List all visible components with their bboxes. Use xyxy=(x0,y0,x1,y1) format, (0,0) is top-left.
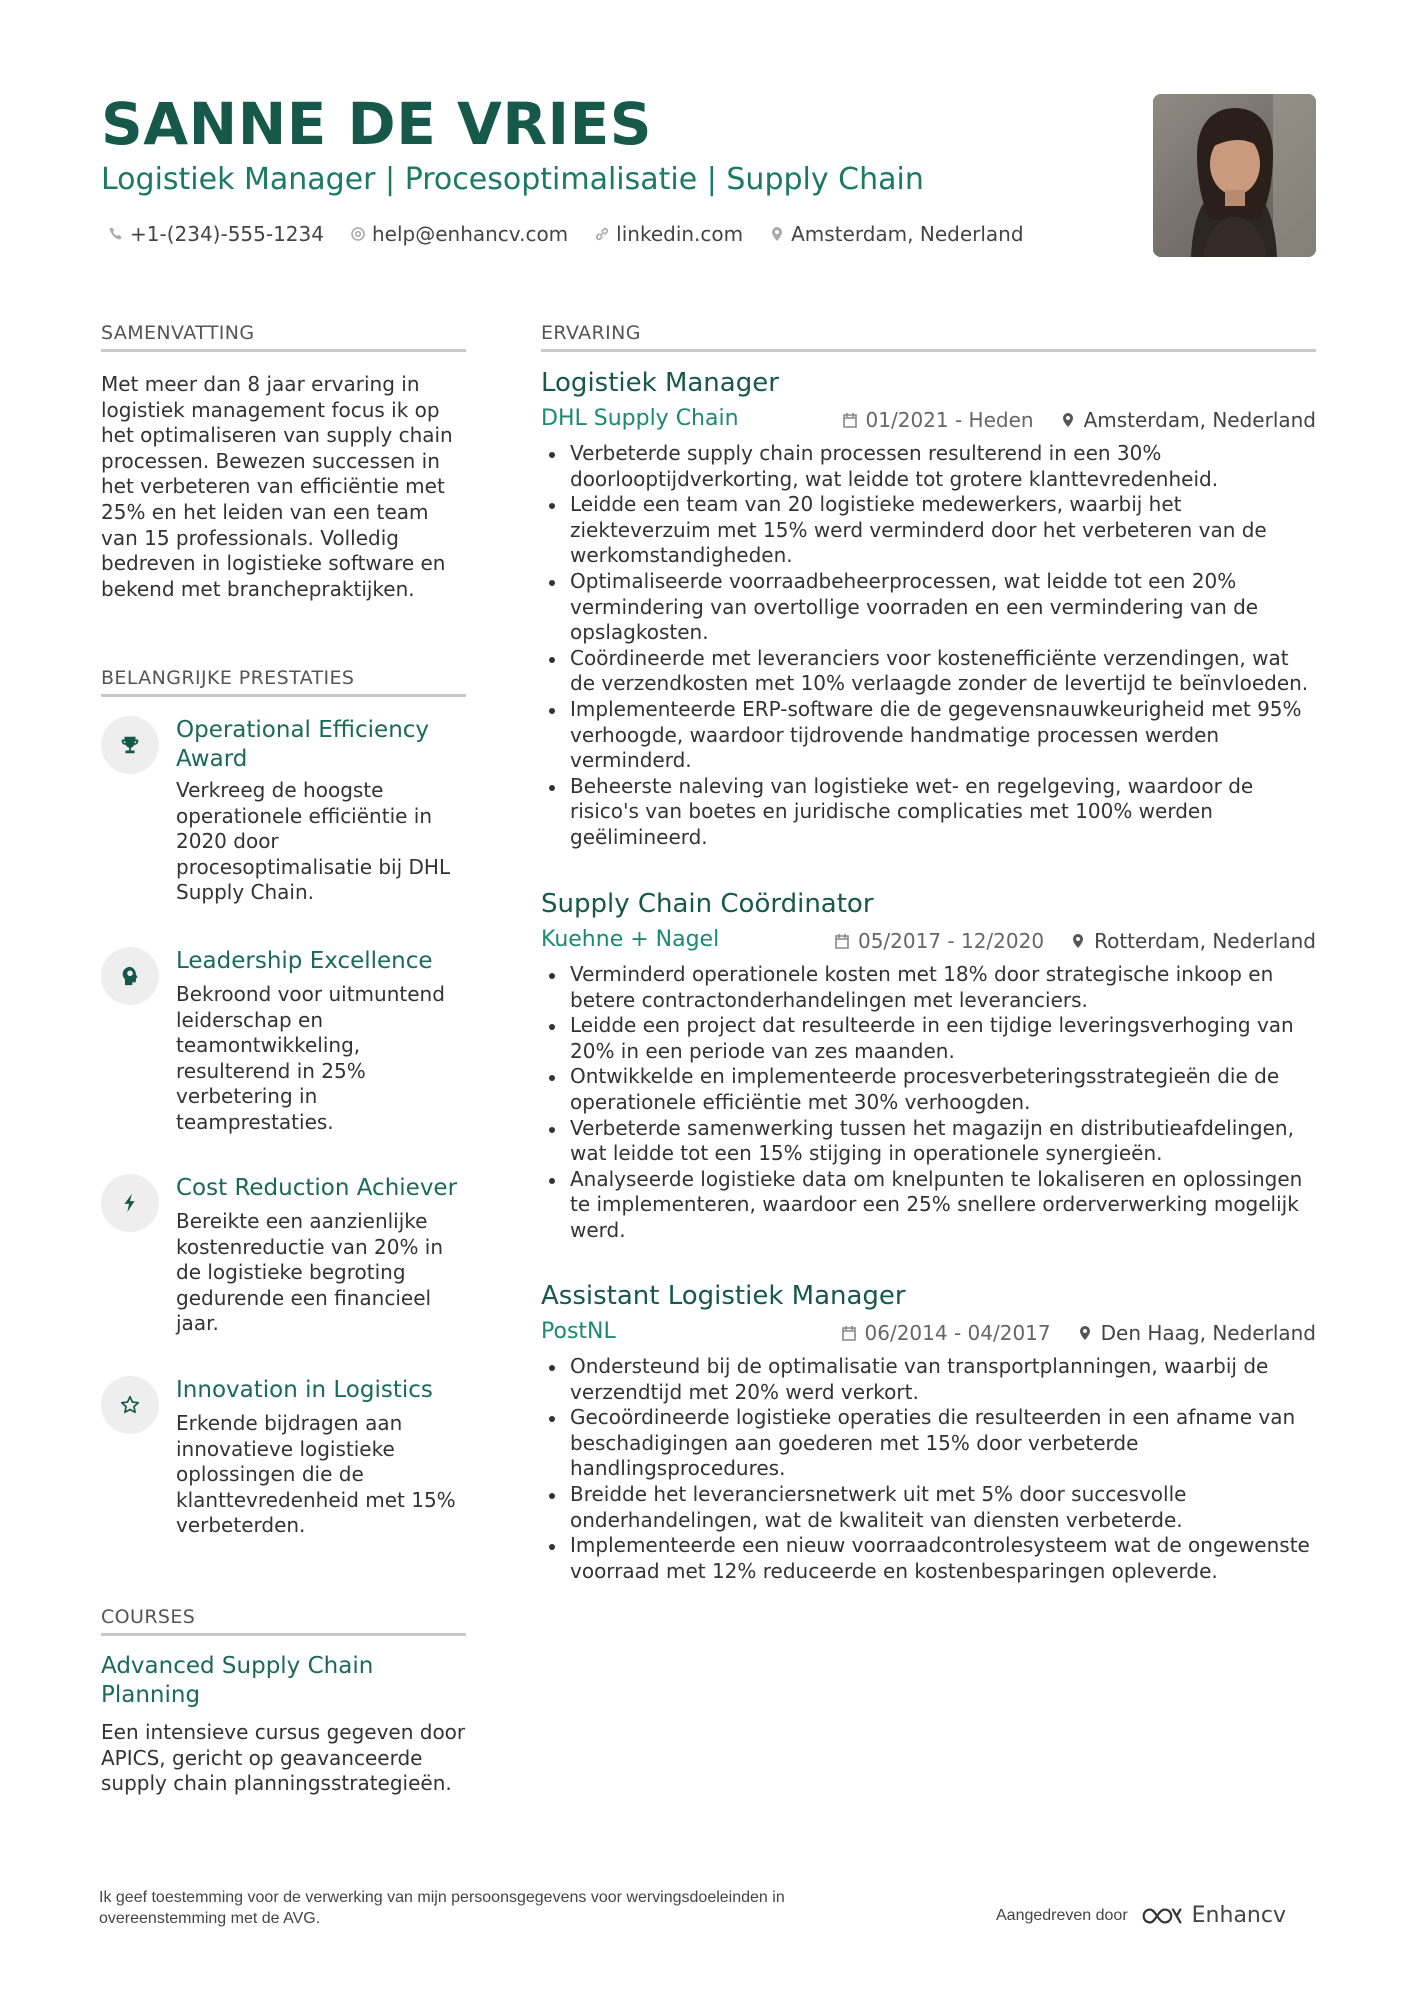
achievement-desc: Erkende bijdragen aan innovatieve logistieke oplossingen die de klanttevredenheid met 15% verbeterden. xyxy=(176,1411,456,1538)
linkedin-text: linkedin.com xyxy=(616,222,744,246)
list-item: Breidde het leveranciersnetwerk uit met 5% door succesvolle onderhandelingen, wat de kwaliteit van diensten verbeterde. xyxy=(541,1482,1316,1533)
job-title: Supply Chain Coördinator xyxy=(541,889,874,919)
experience-heading: ERVARING xyxy=(541,322,1316,352)
consent-text: Ik geef toestemming voor de verwerking van mijn persoonsgegevens voor wervingsdoeleinden in overeenstemming met de AVG. xyxy=(99,1889,785,1927)
phone-icon xyxy=(108,226,124,242)
achievement-title: Operational Efficiency Award xyxy=(176,717,430,772)
list-item: Implementeerde een nieuw voorraadcontrolesysteem wat de ongewenste voorraad met 12% reduceerde en kostenbesparingen opleverde. xyxy=(541,1533,1316,1584)
powered-by xyxy=(996,1903,1286,1928)
location-text: Amsterdam, Nederland xyxy=(791,222,1024,246)
location-pin-icon xyxy=(1077,1325,1093,1341)
achievements-heading: BELANGRIJKE PRESTATIES xyxy=(101,667,466,697)
achievement-desc: Bekroond voor uitmuntend leiderschap en teamontwikkeling, resulterend in 25% verbetering in teamprestaties. xyxy=(176,982,445,1134)
summary-heading: SAMENVATTING xyxy=(101,322,466,352)
achievement-title: Innovation in Logistics xyxy=(176,1377,433,1403)
candidate-title: Logistiek Manager | Procesoptimalisatie | Supply Chain xyxy=(101,162,924,197)
achievement-desc: Bereikte een aanzienlijke kostenreductie van 20% in de logistieke begroting gedurende een financieel jaar. xyxy=(176,1209,444,1336)
location-pin-icon xyxy=(1070,933,1086,949)
calendar-icon xyxy=(834,933,850,949)
job-entry xyxy=(541,1281,1316,1601)
course-title: Advanced Supply Chain Planning xyxy=(101,1653,374,1708)
job-bullets xyxy=(541,441,1316,851)
achievement-desc: Verkreeg de hoogste operationele efficiëntie in 2020 door procesoptimalisatie bij DHL Supply Chain. xyxy=(176,778,451,905)
job-location: Den Haag, Nederland xyxy=(1100,1321,1316,1345)
job-bullets xyxy=(541,962,1316,1244)
course-desc: Een intensieve cursus gegeven door APICS, gericht op geavanceerde supply chain planningsstrategieën. xyxy=(101,1720,466,1796)
company-name: Kuehne + Nagel xyxy=(541,927,720,952)
achievement-title: Cost Reduction Achiever xyxy=(176,1175,458,1201)
contact-phone[interactable] xyxy=(108,222,324,246)
link-icon xyxy=(594,226,610,242)
candidate-name: SANNE DE VRIES xyxy=(101,90,653,158)
courses-heading: COURSES xyxy=(101,1606,466,1636)
list-item: Ondersteund bij de optimalisatie van transportplanningen, waarbij de verzendtijd met 20% werd verkort. xyxy=(541,1354,1316,1405)
job-entry xyxy=(541,889,1316,1259)
list-item: Analyseerde logistieke data om knelpunten te lokaliseren en oplossingen te implementeren, waardoor een 25% snellere orderverwerking mogelijk werd. xyxy=(541,1167,1316,1244)
list-item: Coördineerde met leveranciers voor kostenefficiënte verzendingen, wat de verzendkosten met 10% verlaagde zonder de levertijd te beïnvloeden. xyxy=(541,646,1316,697)
contact-linkedin[interactable] xyxy=(594,222,743,246)
job-dates: 06/2014 - 04/2017 xyxy=(864,1321,1051,1345)
job-location: Amsterdam, Nederland xyxy=(1083,408,1316,432)
company-name: PostNL xyxy=(541,1319,616,1344)
location-pin-icon xyxy=(769,226,785,242)
bolt-icon xyxy=(119,1192,141,1214)
list-item: Ontwikkelde en implementeerde procesverbeteringsstrategieën die de operationele efficiëntie met 30% verhoogden. xyxy=(541,1064,1316,1115)
list-item: Optimaliseerde voorraadbeheerprocessen, wat leidde tot een 20% vermindering van overtollige voorraden en een vermindering van de opslagkosten. xyxy=(541,569,1316,646)
job-title: Logistiek Manager xyxy=(541,368,779,398)
portrait-image xyxy=(1153,94,1316,257)
list-item: Beheerste naleving van logistieke wet- en regelgeving, waardoor de risico's van boetes en juridische complicaties met 100% werden geëlimineerd. xyxy=(541,774,1316,851)
trophy-icon xyxy=(119,734,141,756)
job-dates: 01/2021 - Heden xyxy=(865,408,1034,432)
list-item: Verbeterde supply chain processen resulterend in een 30% doorlooptijdverkorting, wat leidde tot grotere klanttevredenheid. xyxy=(541,441,1316,492)
brand-logo[interactable] xyxy=(1140,1903,1286,1928)
contact-bar xyxy=(108,222,1024,246)
job-title: Assistant Logistiek Manager xyxy=(541,1281,906,1311)
phone-text: +1-(234)-555-1234 xyxy=(130,222,324,246)
email-text: help@enhancv.com xyxy=(371,222,569,246)
list-item: Leidde een project dat resulteerde in een tijdige leveringsverhoging van 20% in een periode van zes maanden. xyxy=(541,1013,1316,1064)
list-item: Leidde een team van 20 logistieke medewerkers, waarbij het ziekteverzuim met 15% werd verminderd door het verbeteren van de werkomstandigheden. xyxy=(541,492,1316,569)
list-item: Verbeterde samenwerking tussen het magazijn en distributieafdelingen, wat leidde tot een 15% stijging in operationele synergieën. xyxy=(541,1116,1316,1167)
location-pin-icon xyxy=(1060,412,1076,428)
calendar-icon xyxy=(842,412,858,428)
brand-name: Enhancv xyxy=(1191,1903,1286,1928)
job-dates: 05/2017 - 12/2020 xyxy=(857,929,1045,953)
achievement-title: Leadership Excellence xyxy=(176,948,433,974)
job-location: Rotterdam, Nederland xyxy=(1094,929,1316,953)
achievement-item xyxy=(101,716,471,916)
summary-text: Met meer dan 8 jaar ervaring in logistiek management focus ik op het optimaliseren van supply chain processen. Bewezen successen in het verbeteren van efficiëntie met 25% en het leiden van een team van 15 professionals. Volledig bedreven in logistieke software en bekend met branchepraktijken. xyxy=(101,372,453,601)
contact-location xyxy=(769,222,1023,246)
achievement-item xyxy=(101,1174,471,1374)
job-entry xyxy=(541,368,1316,848)
job-bullets xyxy=(541,1354,1316,1584)
achievement-item xyxy=(101,1376,471,1576)
star-icon xyxy=(119,1394,141,1416)
at-icon xyxy=(350,226,366,242)
list-item: Gecoördineerde logistieke operaties die resulteerden in een afname van beschadigingen aan goederen met 15% door verbeterde handlingsprocedures. xyxy=(541,1405,1316,1482)
list-item: Verminderd operationele kosten met 18% door strategische inkoop en betere contractonderhandelingen met leveranciers. xyxy=(541,962,1316,1013)
achievement-item xyxy=(101,947,471,1147)
head-icon xyxy=(119,965,141,987)
profile-photo xyxy=(1153,94,1316,257)
calendar-icon xyxy=(841,1325,857,1341)
contact-email[interactable] xyxy=(350,222,568,246)
powered-by-label: Aangedreven door xyxy=(996,1906,1128,1924)
company-name: DHL Supply Chain xyxy=(541,406,739,431)
list-item: Implementeerde ERP-software die de gegevensnauwkeurigheid met 95% verhoogde, waardoor tijdrovende handmatige processen werden verminderd. xyxy=(541,697,1316,774)
enhancv-logo-icon xyxy=(1140,1905,1184,1927)
